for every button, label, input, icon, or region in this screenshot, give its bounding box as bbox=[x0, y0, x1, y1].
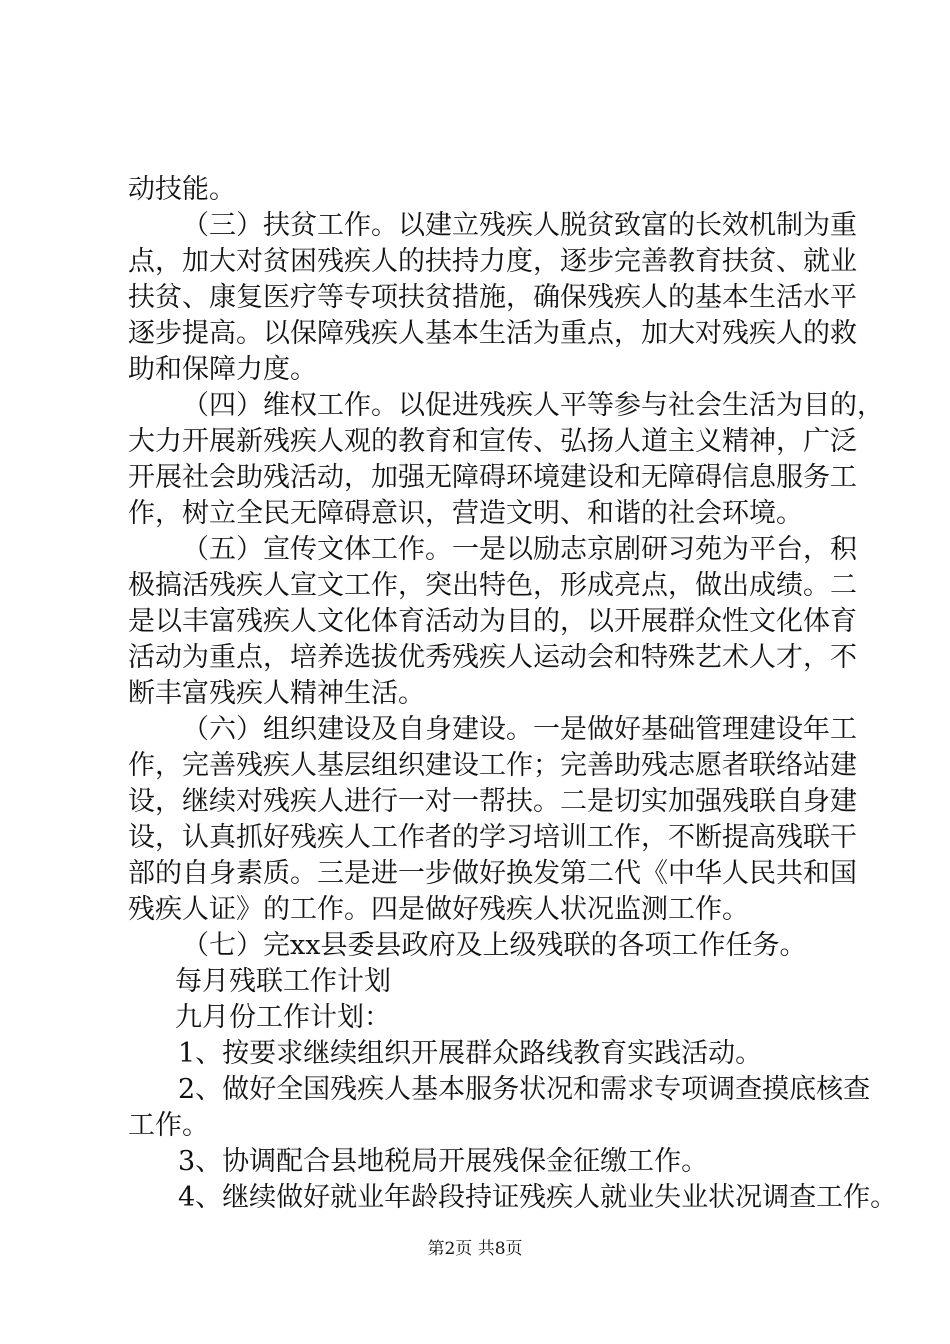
text-line: 每月残联工作计划 bbox=[175, 966, 391, 997]
text-line: 逐步提高。以保障残疾人基本生活为重点，加大对残疾人的救 bbox=[128, 318, 857, 349]
text-line: 设，继续对残疾人进行一对一帮扶。二是切实加强残联自身建 bbox=[128, 786, 857, 817]
text-line: 4、继续做好就业年龄段持证残疾人就业失业状况调查工作。 bbox=[178, 1182, 898, 1213]
text-line: 是以丰富残疾人文化体育活动为目的，以开展群众性文化体育 bbox=[128, 606, 857, 637]
text-line: 工作。 bbox=[128, 1110, 209, 1141]
text-line: 作，树立全民无障碍意识，营造文明、和谐的社会环境。 bbox=[128, 498, 803, 529]
text-line: 扶贫、康复医疗等专项扶贫措施，确保残疾人的基本生活水平 bbox=[128, 282, 857, 313]
text-line: （六）组织建设及自身建设。一是做好基础管理建设年工 bbox=[182, 714, 857, 745]
text-line: 动技能。 bbox=[128, 174, 236, 205]
page-footer: 第2页 共8页 bbox=[427, 1239, 523, 1259]
text-line: （三）扶贫工作。以建立残疾人脱贫致富的长效机制为重 bbox=[182, 210, 857, 241]
text-line: 1、按要求继续组织开展群众路线教育实践活动。 bbox=[178, 1038, 763, 1069]
text-line: 3、协调配合县地税局开展残保金征缴工作。 bbox=[178, 1146, 709, 1177]
text-line: 点，加大对贫困残疾人的扶持力度，逐步完善教育扶贫、就业 bbox=[128, 246, 857, 277]
text-line: 助和保障力度。 bbox=[128, 354, 317, 385]
text-line: 2、做好全国残疾人基本服务状况和需求专项调查摸底核查 bbox=[178, 1074, 871, 1105]
text-line: 断丰富残疾人精神生活。 bbox=[128, 678, 425, 709]
text-line: （五）宣传文体工作。一是以励志京剧研习苑为平台，积 bbox=[182, 534, 857, 565]
text-line: 部的自身素质。三是进一步做好换发第二代《中华人民共和国 bbox=[128, 858, 857, 889]
text-line: （四）维权工作。以促进残疾人平等参与社会生活为目的， bbox=[182, 390, 884, 421]
text-line: 残疾人证》的工作。四是做好残疾人状况监测工作。 bbox=[128, 894, 749, 925]
text-line: 设，认真抓好残疾人工作者的学习培训工作，不断提高残联干 bbox=[128, 822, 857, 853]
text-line: （七）完xx县委县政府及上级残联的各项工作任务。 bbox=[182, 930, 807, 961]
text-line: 极搞活残疾人宣文工作，突出特色，形成亮点，做出成绩。二 bbox=[128, 570, 857, 601]
text-line: 开展社会助残活动，加强无障碍环境建设和无障碍信息服务工 bbox=[128, 462, 857, 493]
text-line: 作，完善残疾人基层组织建设工作；完善助残志愿者联络站建 bbox=[128, 750, 857, 781]
text-line: 活动为重点，培养选拔优秀残疾人运动会和特殊艺术人才，不 bbox=[128, 642, 857, 673]
text-line: 大力开展新残疾人观的教育和宣传、弘扬人道主义精神，广泛 bbox=[128, 426, 857, 457]
text-line: 九月份工作计划： bbox=[175, 1002, 391, 1033]
